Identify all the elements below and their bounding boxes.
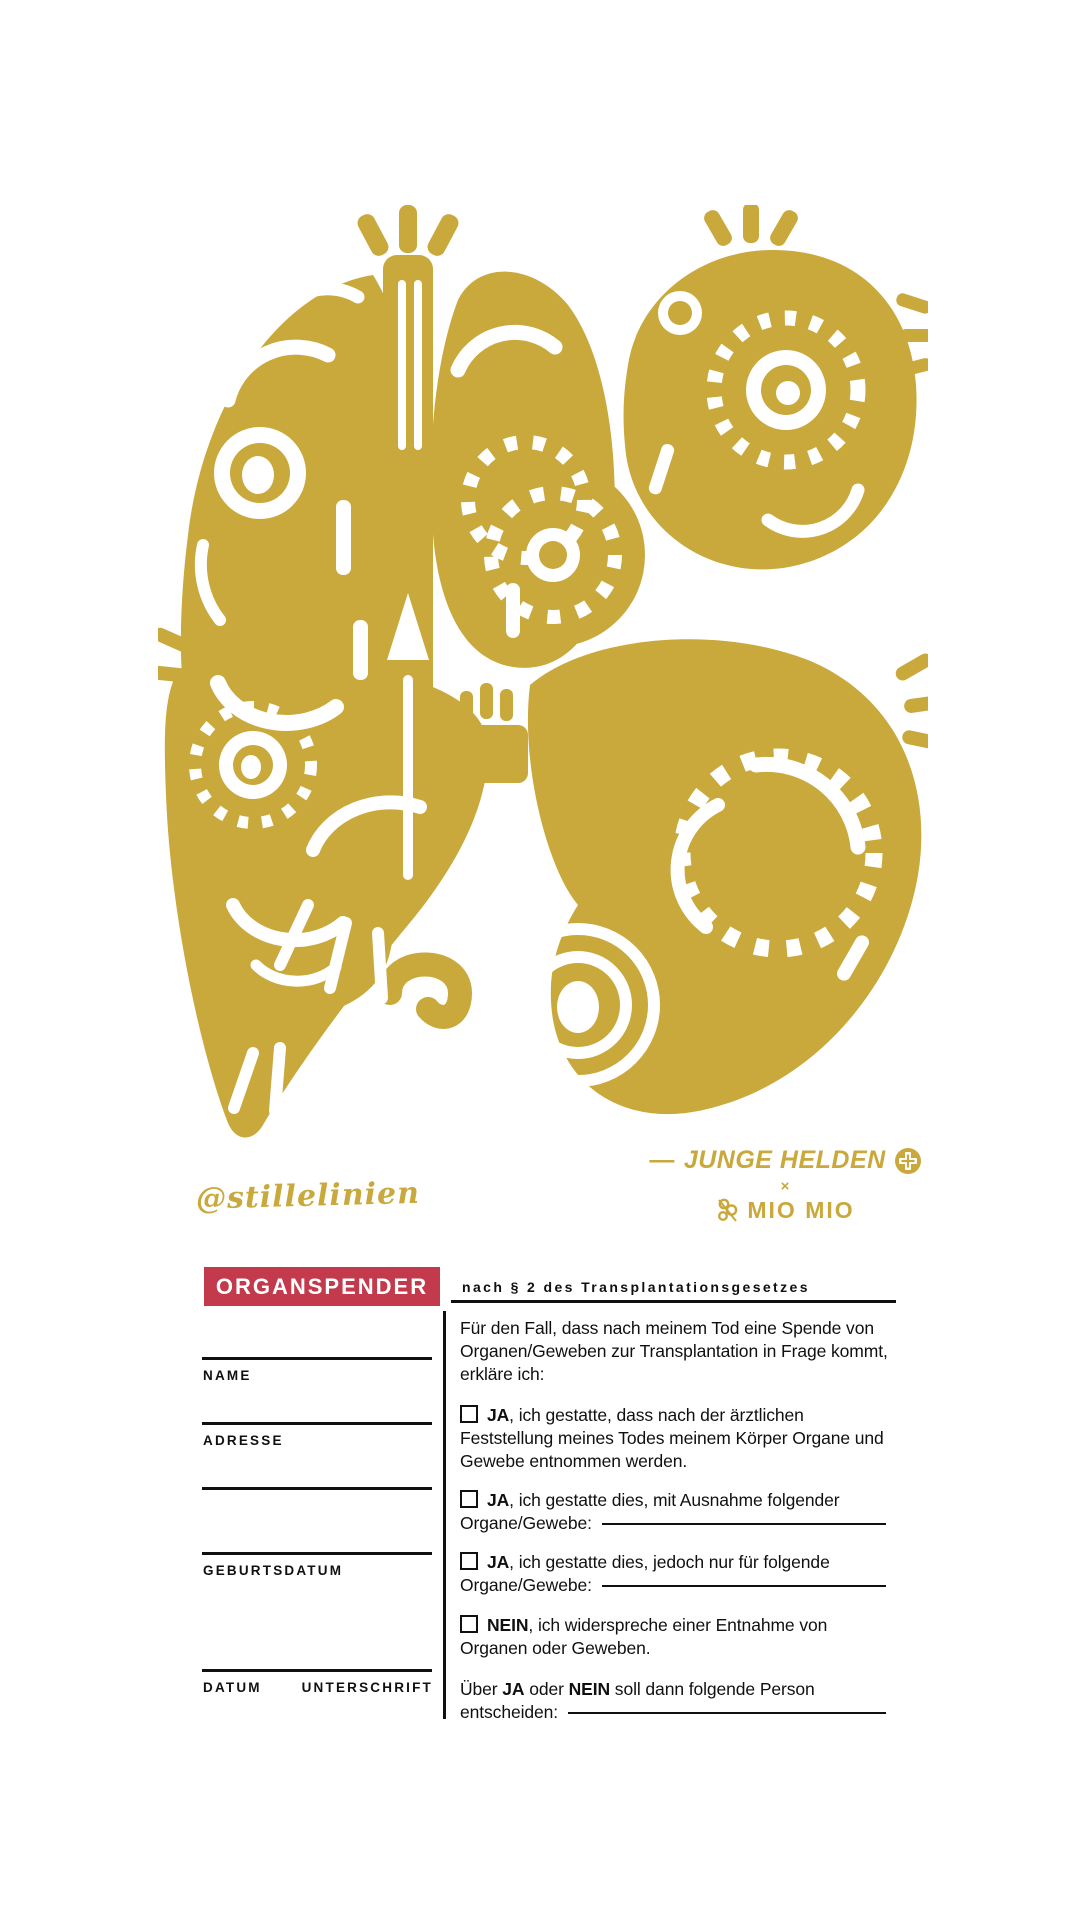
checkbox-ja-only[interactable] (460, 1552, 478, 1570)
birthdate-write-line[interactable] (202, 1552, 432, 1555)
organs-papercut-artwork (158, 205, 928, 1145)
checkbox-ja-full[interactable] (460, 1405, 478, 1423)
declaration-intro: Für den Fall, dass nach meinem Tod eine Spende von Organen/Geweben zur Transplantation in Frage kommt, erkläre ich: (460, 1318, 888, 1384)
header-rule (451, 1300, 896, 1303)
entscheiden-label: entscheiden: (460, 1702, 559, 1722)
option-ja-exceptions: JA, ich gestatte dies, mit Ausnahme folgender Organe/Gewebe: (460, 1489, 888, 1535)
plus-circle-icon (895, 1148, 921, 1174)
junge-helden-wordmark: JUNGE HELDEN (683, 1146, 886, 1174)
instagram-handle: @stillelinien (195, 1175, 421, 1217)
law-reference: nach § 2 des Transplantationsgesetzes (462, 1279, 810, 1295)
exceptions-write-line[interactable] (602, 1523, 886, 1525)
column-divider (443, 1311, 446, 1719)
organe-gewebe-label-2: Organe/Gewebe: (460, 1575, 592, 1595)
address-label: ADRESSE (203, 1433, 284, 1448)
address-write-line[interactable] (202, 1422, 432, 1425)
collab-x-separator: × (780, 1178, 790, 1195)
name-write-line[interactable] (202, 1357, 432, 1360)
checkbox-ja-exceptions[interactable] (460, 1490, 478, 1508)
collab-logos (620, 1146, 950, 1224)
decision-person-write-line[interactable] (568, 1712, 886, 1714)
only-organs-write-line[interactable] (602, 1585, 886, 1587)
mate-plant-icon (715, 1196, 739, 1224)
junge-helden-logo (620, 1146, 950, 1175)
option-nein: NEIN, ich widerspreche einer Entnahme von Organen oder Geweben. (460, 1615, 828, 1658)
name-label: NAME (203, 1368, 252, 1383)
signature-label: UNTERSCHRIFT (301, 1680, 433, 1695)
mio-mio-wordmark: MIO MIO (747, 1196, 855, 1223)
option-ja-full: JA, ich gestatte, dass nach der ärztlichen Feststellung meines Todes meinem Körper Organe und Gewebe entnommen werden. (460, 1405, 884, 1471)
dash-glyph: — (649, 1146, 675, 1174)
mio-mio-logo (620, 1196, 950, 1224)
organspender-badge: ORGANSPENDER (204, 1267, 440, 1306)
birthdate-label: GEBURTSDATUM (203, 1563, 344, 1578)
checkbox-nein[interactable] (460, 1615, 478, 1633)
address-write-line-2[interactable] (202, 1487, 432, 1490)
date-label: DATUM (203, 1680, 262, 1695)
organe-gewebe-label: Organe/Gewebe: (460, 1513, 592, 1533)
option-ja-only: JA, ich gestatte dies, jedoch nur für folgende Organe/Gewebe: (460, 1551, 888, 1597)
date-signature-write-line[interactable] (202, 1669, 432, 1672)
decision-paragraph: Über JA oder NEIN soll dann folgende Person entscheiden: (460, 1678, 888, 1724)
